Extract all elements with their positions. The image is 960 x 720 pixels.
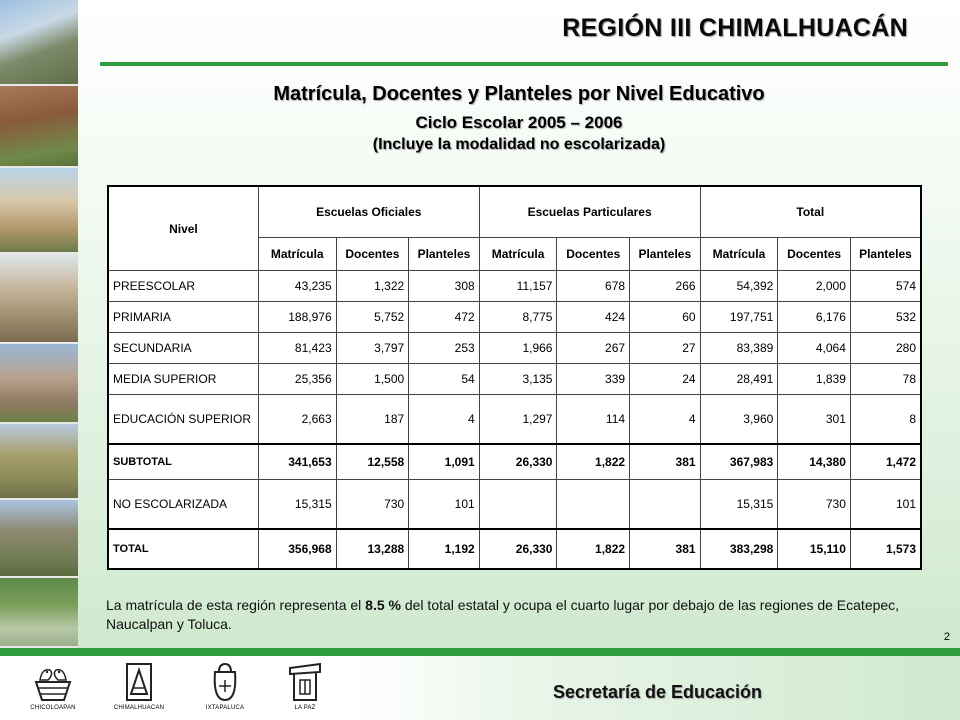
table-cell: 11,157	[479, 271, 557, 302]
glyph-pyramid-icon	[119, 660, 159, 704]
table-cell: 383,298	[700, 529, 778, 569]
table-cell: 730	[778, 480, 851, 530]
table-cell: 4	[630, 395, 701, 445]
header-nivel: Nivel	[108, 186, 258, 271]
table-cell	[630, 480, 701, 530]
subheader-planteles: Planteles	[409, 238, 480, 271]
table-cell: 2,663	[258, 395, 336, 445]
table-cell: 1,500	[336, 364, 409, 395]
photo-church-facade	[0, 168, 78, 254]
footnote	[106, 596, 926, 634]
table-cell: 78	[850, 364, 921, 395]
table-cell: 1,192	[409, 529, 480, 569]
table-cell: 1,091	[409, 444, 480, 480]
header-escuelas-particulares: Escuelas Particulares	[479, 186, 700, 238]
table-cell: 4,064	[778, 333, 851, 364]
table-cell: 4	[409, 395, 480, 445]
table-cell: 43,235	[258, 271, 336, 302]
table-cell: 5,752	[336, 302, 409, 333]
table-cell: 532	[850, 302, 921, 333]
table-cell: 6,176	[778, 302, 851, 333]
logo-label: LA PAZ	[294, 705, 316, 711]
subheader-planteles: Planteles	[850, 238, 921, 271]
table-cell: 3,960	[700, 395, 778, 445]
table-cell: 1,573	[850, 529, 921, 569]
row-label: PREESCOLAR	[108, 271, 258, 302]
logo-label: CHIMALHUACAN	[113, 705, 165, 711]
footnote-text-before: La matrícula de esta región representa el	[106, 597, 366, 613]
table-cell: 730	[336, 480, 409, 530]
logo-label: IXTAPALUCA	[205, 705, 245, 711]
table-cell: 14,380	[778, 444, 851, 480]
table-row	[108, 480, 921, 530]
subheader-planteles: Planteles	[630, 238, 701, 271]
table-cell: 1,472	[850, 444, 921, 480]
glyph-vessel-icon	[205, 660, 245, 704]
table-cell: 8,775	[479, 302, 557, 333]
logo-ixtapaluca	[190, 660, 260, 711]
row-label: NO ESCOLARIZADA	[108, 480, 258, 530]
table-cell: 187	[336, 395, 409, 445]
row-label: SUBTOTAL	[108, 444, 258, 480]
table-cell: 1,322	[336, 271, 409, 302]
logo-la-paz	[270, 660, 340, 711]
table-cell: 339	[557, 364, 630, 395]
table-cell: 83,389	[700, 333, 778, 364]
photo-colonnade	[0, 254, 78, 344]
table-row	[108, 302, 921, 333]
table-cell: 308	[409, 271, 480, 302]
header-total: Total	[700, 186, 921, 238]
glyph-temple-icon	[284, 660, 326, 704]
table-cell: 280	[850, 333, 921, 364]
logo-label: CHICOLOAPAN	[30, 705, 76, 711]
table-cell: 25,356	[258, 364, 336, 395]
photo-archaeological-site	[0, 500, 78, 578]
table-cell: 101	[409, 480, 480, 530]
row-label: MEDIA SUPERIOR	[108, 364, 258, 395]
table-cell: 26,330	[479, 444, 557, 480]
table-row	[108, 529, 921, 569]
table-cell: 381	[630, 444, 701, 480]
table-cell: 2,000	[778, 271, 851, 302]
table-cell: 114	[557, 395, 630, 445]
table-cell: 12,558	[336, 444, 409, 480]
header-escuelas-oficiales: Escuelas Oficiales	[258, 186, 479, 238]
table-cell: 15,315	[258, 480, 336, 530]
table-row	[108, 444, 921, 480]
table-row	[108, 364, 921, 395]
table-cell: 1,822	[557, 444, 630, 480]
table-cell: 266	[630, 271, 701, 302]
photo-field	[0, 424, 78, 500]
table-cell: 678	[557, 271, 630, 302]
table-cell: 356,968	[258, 529, 336, 569]
table-cell: 341,653	[258, 444, 336, 480]
table-cell	[479, 480, 557, 530]
table-cell: 1,297	[479, 395, 557, 445]
logo-chimalhuacan	[104, 660, 174, 711]
table-cell	[557, 480, 630, 530]
photo-strip	[0, 0, 78, 648]
table-cell: 27	[630, 333, 701, 364]
row-label: PRIMARIA	[108, 302, 258, 333]
table-cell: 188,976	[258, 302, 336, 333]
table-cell: 574	[850, 271, 921, 302]
table-cell: 1,966	[479, 333, 557, 364]
table-cell: 81,423	[258, 333, 336, 364]
table-cell: 3,135	[479, 364, 557, 395]
table-cell: 24	[630, 364, 701, 395]
table-row	[108, 395, 921, 445]
table-cell: 301	[778, 395, 851, 445]
row-label: TOTAL	[108, 529, 258, 569]
table-cell: 472	[409, 302, 480, 333]
table-cell: 197,751	[700, 302, 778, 333]
table-cell: 367,983	[700, 444, 778, 480]
table-cell: 15,315	[700, 480, 778, 530]
secretaria-title: Secretaría de Educación	[552, 682, 763, 702]
footer-green-bar	[0, 648, 960, 656]
enrollment-table	[107, 185, 922, 570]
photo-stone-building	[0, 344, 78, 424]
table-cell: 1,839	[778, 364, 851, 395]
subheader-docentes: Docentes	[336, 238, 409, 271]
table-cell: 54	[409, 364, 480, 395]
subheader-docentes: Docentes	[557, 238, 630, 271]
photo-trees	[0, 578, 78, 648]
subheader-matricula: Matrícula	[700, 238, 778, 271]
table-cell: 15,110	[778, 529, 851, 569]
table-cell: 267	[557, 333, 630, 364]
photo-ruins	[0, 86, 78, 168]
table-cell: 424	[557, 302, 630, 333]
table-row	[108, 271, 921, 302]
footnote-text-after: del total estatal y ocupa el cuarto lugar por debajo de las regiones de Ecatepec, Naucalpan y Toluca.	[106, 597, 900, 632]
header-divider	[100, 62, 948, 66]
subheader-matricula: Matrícula	[258, 238, 336, 271]
school-cycle: Ciclo Escolar 2005 – 2006	[415, 113, 623, 132]
region-title: REGIÓN III CHIMALHUACÁN	[562, 14, 908, 42]
footnote-percentage: 8.5 %	[365, 597, 401, 613]
page-title: Matrícula, Docentes y Planteles por Nivel Educativo	[273, 83, 765, 105]
logo-chicoloapan	[18, 660, 88, 711]
table-cell: 381	[630, 529, 701, 569]
table-cell: 13,288	[336, 529, 409, 569]
subheader-matricula: Matrícula	[479, 238, 557, 271]
photo-church-tower	[0, 0, 78, 86]
table-cell: 3,797	[336, 333, 409, 364]
table-cell: 60	[630, 302, 701, 333]
table-cell: 26,330	[479, 529, 557, 569]
row-label: SECUNDARIA	[108, 333, 258, 364]
page-number: 2	[943, 631, 950, 643]
table-cell: 28,491	[700, 364, 778, 395]
subheader-docentes: Docentes	[778, 238, 851, 271]
table-row	[108, 333, 921, 364]
table-cell: 1,822	[557, 529, 630, 569]
row-label: EDUCACIÓN SUPERIOR	[108, 395, 258, 445]
table-cell: 8	[850, 395, 921, 445]
table-cell: 253	[409, 333, 480, 364]
table-cell: 101	[850, 480, 921, 530]
table-cell: 54,392	[700, 271, 778, 302]
modality-note: (Incluye la modalidad no escolarizada)	[372, 136, 666, 153]
basket-birds-icon	[30, 660, 76, 704]
